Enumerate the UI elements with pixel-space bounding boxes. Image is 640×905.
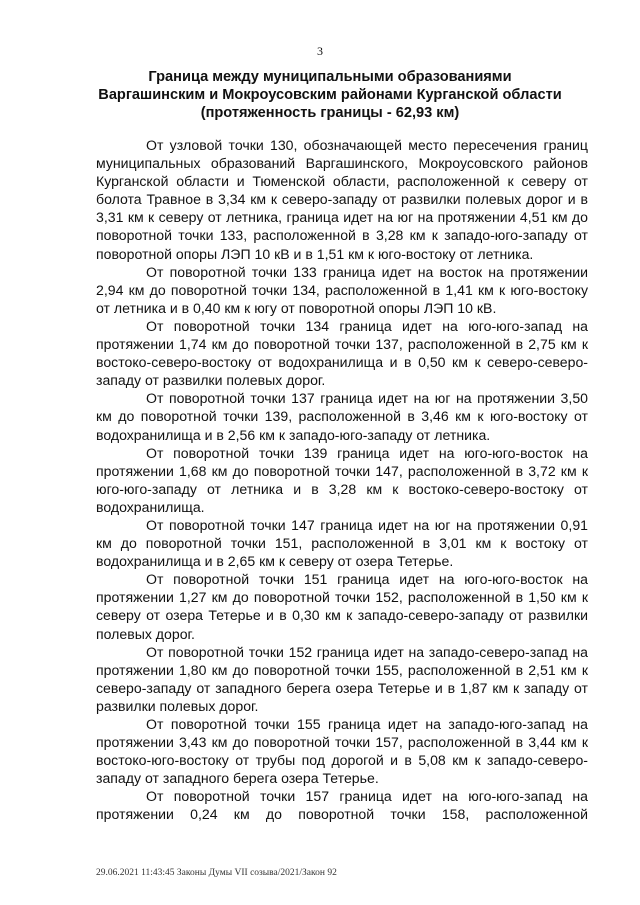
title-line-2: Варгашинским и Мокроусовским районами Курганской области [98,87,562,103]
paragraph-4: От поворотной точки 137 граница идет на юг на протяжении 3,50 км до поворотной точки 139, расположенной в 3,46 км к юго-востоку от водохранилища и в 2,56 км к западо-юго-западу от летника. [96,390,588,443]
footer-stamp: 29.06.2021 11:43:45 Законы Думы VII созыва/2021/Закон 92 [96,868,337,878]
paragraph-2: От поворотной точки 133 граница идет на восток на протяжении 2,94 км до поворотной точки 134, расположенной в 1,41 км к юго-востоку от летника и в 0,40 км к югу от поворотной опоры ЛЭП 10 кВ. [96,263,588,316]
document-body [96,136,588,824]
paragraph-5: От поворотной точки 139 граница идет на юго-юго-восток на протяжении 1,68 км до поворотной точки 147, расположенной в 3,72 км к юго-юго-западу от летника и в 3,28 км к востоко-северо-востоку от водохранилища. [96,444,588,515]
paragraph-6: От поворотной точки 147 граница идет на юг на протяжении 0,91 км до поворотной точки 151, расположенной в 3,01 км к востоку от водохранилища и в 2,65 км к северу от озера Тетерье. [96,516,588,570]
title-line-3: (протяженность границы - 62,93 км) [200,105,460,121]
title-line-1: Граница между муниципальными образованиями [148,69,512,85]
document-title [70,68,590,122]
paragraph-3: От поворотной точки 134 граница идет на юго-юго-запад на протяжении 1,74 км до поворотной точки 137, расположенной в 2,75 км к востоко-северо-востоку от водохранилища и в 0,50 км к северо-северо-западу от развилки полевых дорог. [96,317,588,389]
paragraph-8: От поворотной точки 152 граница идет на западо-северо-запад на протяжении 1,80 км до поворотной точки 155, расположенной в 2,51 км к северо-западу от западного берега озера Тетерье и в 1,87 км к западу от развилки полевых дорог. [96,643,588,714]
paragraph-9: От поворотной точки 155 граница идет на западо-юго-запад на протяжении 3,43 км до поворотной точки 157, расположенной в 3,44 км к востоко-юго-востоку от трубы под дорогой и в 5,08 км к западо-северо-западу от западного берега озера Тетерье. [96,716,588,787]
page-number: 3 [317,44,323,58]
paragraph-1: От узловой точки 130, обозначающей место пересечения границ муниципальных образований Варгашинского, Мокроусовского районов Курганской области и Тюменской области, расположенной к северу от болота Травное в 3,34 км к северо-западу от развилки полевых дорог и в 3,31 км к северу от летника, граница идет на юг на протяжении 4,51 км до поворотной точки 133, расположенной в 3,28 км к западо-юго-западу от поворотной опоры ЛЭП 10 кВ и в 1,51 км к юго-востоку от летника. [96,137,588,262]
paragraph-7: От поворотной точки 151 граница идет на юго-юго-восток на протяжении 1,27 км до поворотной точки 152, расположенной в 1,50 км к северу от озера Тетерье и в 0,30 км к западо-северо-западу от развилки полевых дорог. [96,571,588,642]
paragraph-10: От поворотной точки 157 граница идет на юго-юго-запад на протяжении 0,24 км до поворотной точки 158, расположенной [96,788,588,823]
